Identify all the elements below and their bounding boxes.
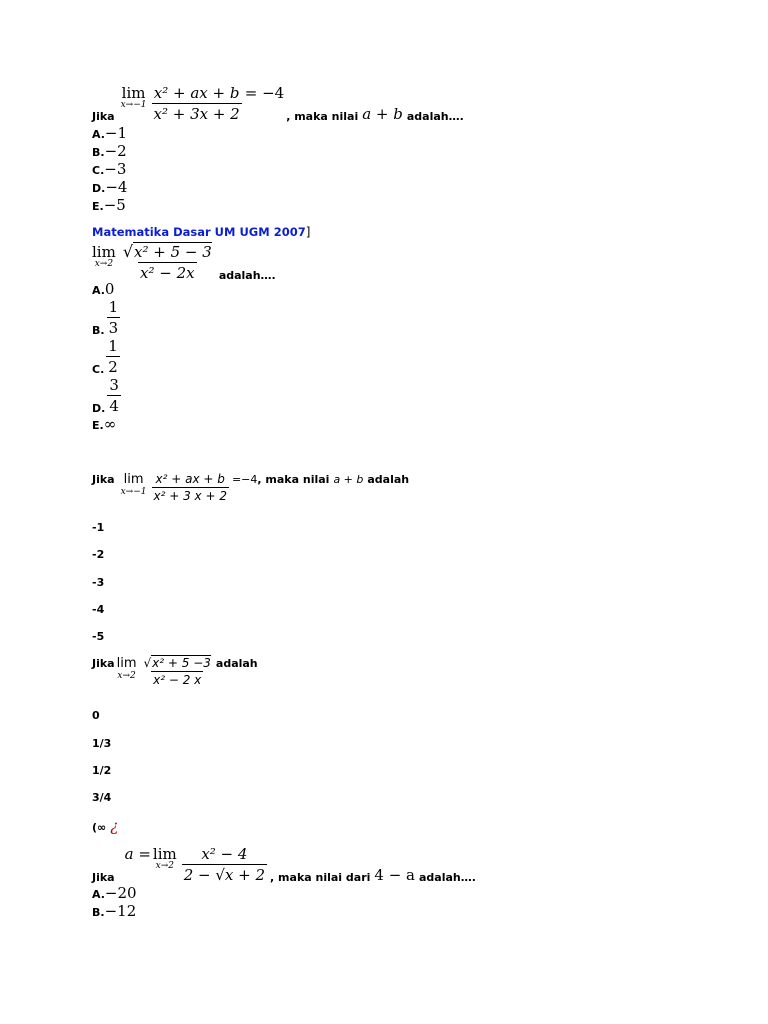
q3-option-3: -3 bbox=[92, 576, 105, 589]
q1-fraction bbox=[152, 84, 242, 123]
q2-denominator: x² − 2x bbox=[140, 264, 195, 282]
q1-option-a: A. −1 bbox=[92, 124, 128, 142]
q3-expr: a + b bbox=[333, 473, 364, 486]
q4-option-2: 1/3 bbox=[92, 737, 112, 750]
q5-fraction bbox=[182, 845, 267, 884]
q3-limit: lim x→−1 bbox=[120, 472, 147, 497]
q4-fraction: $\frac{\text{√x² + 5 −3}}{\text{x² − 2 x}}$ bbox=[143, 656, 211, 687]
q2-suffix: adalah…. bbox=[218, 269, 276, 282]
q3-suffix2: adalah bbox=[367, 473, 410, 486]
q4-denominator: x² − 2 x bbox=[153, 673, 202, 687]
q4-option-5: (∞ ¿ bbox=[92, 817, 119, 835]
q5-expr: 4 − a bbox=[374, 866, 415, 884]
question-2 bbox=[92, 242, 276, 282]
q3-numerator: x² + ax + b bbox=[155, 472, 225, 486]
q3-fraction bbox=[152, 472, 229, 503]
q1-numerator: x² + ax + b bbox=[153, 84, 240, 102]
q1-prefix: Jika bbox=[92, 110, 115, 123]
q2-option-d: D. $\frac{3}{4}$ bbox=[92, 376, 119, 415]
q5-limit: lim x→2 bbox=[152, 845, 177, 871]
q2-option-e: E. ∞ bbox=[92, 415, 117, 433]
q1-denominator: x² + 3x + 2 bbox=[153, 105, 240, 123]
q1-option-c: C. −3 bbox=[92, 160, 127, 178]
q1-suffix: , maka nilai bbox=[286, 110, 359, 123]
q2-numerator: x² + 5 − 3 bbox=[134, 243, 212, 261]
q1-limit: lim x→−1 bbox=[120, 84, 147, 110]
q5-option-a: A. −20 bbox=[92, 884, 137, 902]
q5-prefix: Jika bbox=[92, 871, 115, 884]
q1-option-b: B. −2 bbox=[92, 142, 127, 160]
q4-prefix: Jika bbox=[92, 657, 115, 670]
question-3 bbox=[92, 472, 409, 503]
q3-suffix: , maka nilai bbox=[257, 473, 330, 486]
q5-numerator: x² − 4 bbox=[201, 845, 248, 863]
q2-option-a: A. 0 bbox=[92, 280, 115, 298]
q2-source-link[interactable]: Matematika Dasar UM UGM 2007 bbox=[92, 225, 306, 239]
q5-lhs: a = bbox=[124, 845, 151, 863]
q2-source: Matematika Dasar UM UGM 2007 ] bbox=[92, 225, 311, 239]
q5-option-b: B. −12 bbox=[92, 902, 137, 920]
q1-expr: a + b bbox=[362, 105, 403, 123]
q3-option-2: -2 bbox=[92, 548, 105, 561]
q3-option-5: -5 bbox=[92, 630, 105, 643]
q4-option-4: 3/4 bbox=[92, 791, 112, 804]
q3-rhs: =−4 bbox=[231, 473, 258, 486]
question-4 bbox=[92, 656, 258, 687]
q4-option-3: 1/2 bbox=[92, 764, 112, 777]
q1-rhs: = −4 bbox=[244, 84, 285, 102]
q3-option-1: -1 bbox=[92, 521, 105, 534]
q3-denominator: x² + 3 x + 2 bbox=[153, 489, 227, 503]
q2-option-b: B. $\frac{1}{3}$ bbox=[92, 298, 119, 337]
q3-option-4: -4 bbox=[92, 603, 105, 616]
q1-suffix2: adalah…. bbox=[406, 110, 464, 123]
q2-limit: lim x→2 bbox=[92, 243, 116, 269]
q5-denominator: 2 − √x + 2 bbox=[183, 866, 266, 884]
q4-limit: lim x→2 bbox=[116, 656, 137, 681]
q5-suffix2: adalah…. bbox=[419, 871, 476, 884]
q1-option-d: D. −4 bbox=[92, 178, 128, 196]
q5-suffix: , maka nilai dari bbox=[270, 871, 371, 884]
q4-suffix: adalah bbox=[215, 657, 258, 670]
q1-option-e: E. −5 bbox=[92, 196, 126, 214]
q2-fraction: $\frac{\text{√x² + 5 − 3}}{\text{x² − 2x}}$ bbox=[122, 242, 212, 282]
q3-prefix: Jika bbox=[92, 473, 115, 486]
q4-numerator: x² + 5 −3 bbox=[152, 656, 211, 670]
q4-option-1: 0 bbox=[92, 709, 100, 722]
q4-broken-glyph: ¿ bbox=[110, 817, 119, 835]
question-1 bbox=[92, 84, 464, 123]
q2-option-c: C. $\frac{1}{2}$ bbox=[92, 337, 118, 376]
question-5 bbox=[92, 845, 476, 884]
